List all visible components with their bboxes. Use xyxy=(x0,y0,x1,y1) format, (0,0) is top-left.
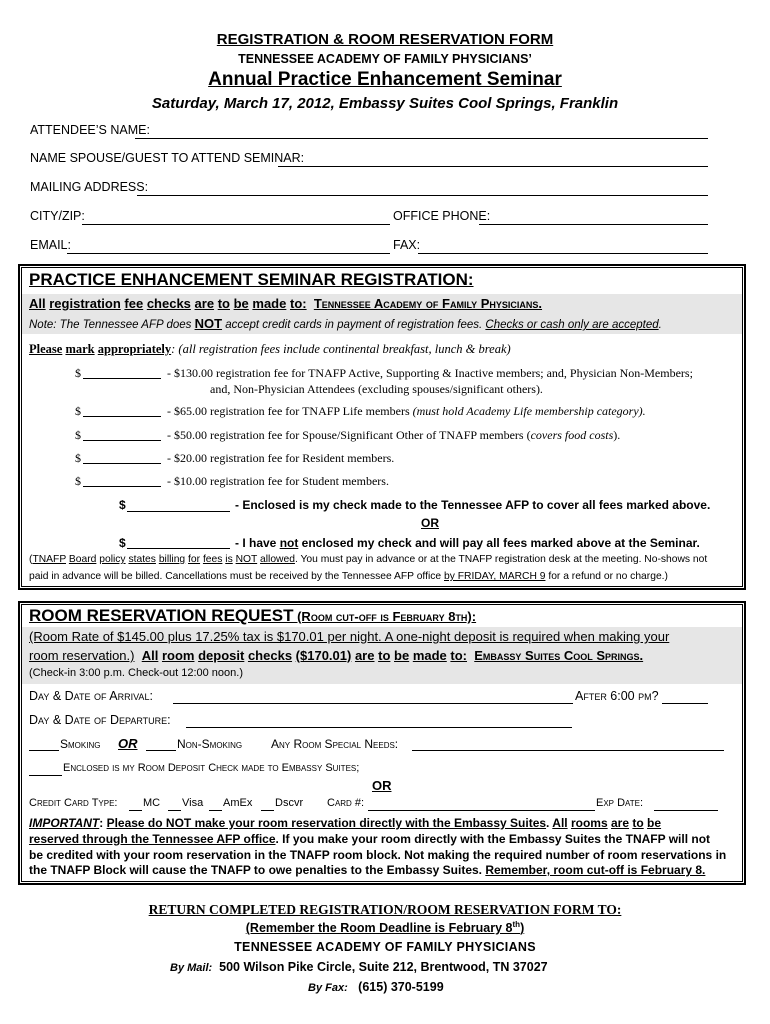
room-heading: ROOM RESERVATION REQUEST (Room cut-off is February 8th): xyxy=(29,606,477,625)
fee-active-amount[interactable] xyxy=(83,378,161,379)
office-phone-field[interactable] xyxy=(479,224,708,225)
important-notice: IMPORTANT: Please do NOT make your room reservation directly with the Embassy Suites. All rooms are to be xyxy=(29,816,662,830)
fee-row-resident: $ xyxy=(75,451,81,465)
non-smoking-checkbox[interactable] xyxy=(146,750,176,751)
office-phone-label: OFFICE PHONE: xyxy=(393,209,491,223)
card-number-field[interactable] xyxy=(368,810,595,811)
enclosed-check-amount[interactable] xyxy=(127,511,230,512)
fee-row-spouse: $ xyxy=(75,428,81,442)
fax-label: FAX: xyxy=(393,238,421,252)
or-separator: OR xyxy=(421,516,439,530)
pay-at-seminar-row: $ xyxy=(119,536,126,550)
attendee-name-label: ATTENDEE’S NAME: xyxy=(30,123,150,137)
mailing-address-field[interactable] xyxy=(137,195,708,196)
dscvr-checkbox[interactable] xyxy=(261,810,274,811)
departure-field[interactable] xyxy=(186,727,572,728)
amex-label: AmEx xyxy=(223,797,253,809)
spouse-guest-label: NAME SPOUSE/GUEST TO ATTEND SEMINAR: xyxy=(30,151,305,165)
spouse-guest-field[interactable] xyxy=(278,166,708,167)
amex-checkbox[interactable] xyxy=(209,810,222,811)
arrival-label: Day & Date of Arrival: xyxy=(29,689,153,703)
smoking-label: Smoking xyxy=(60,737,101,751)
card-type-label: Credit Card Type: xyxy=(29,797,118,809)
fee-resident-amount[interactable] xyxy=(83,463,161,464)
fee-life-amount[interactable] xyxy=(83,416,161,417)
credit-card-note: Note: The Tennessee AFP does NOT accept credit cards in payment of registration fees. Checks or cash only are accepted. xyxy=(29,316,662,331)
billing-policy: (TNAFP Board policy states billing for fees is NOT allowed. You must pay in advance or at the TNAFP registration desk at the meeting. No-shows not xyxy=(29,554,708,565)
fee-row-active: $ xyxy=(75,366,81,380)
visa-label: Visa xyxy=(182,797,204,809)
non-smoking-label: Non-Smoking xyxy=(177,737,243,751)
smoking-or: OR xyxy=(118,736,138,751)
city-zip-field[interactable] xyxy=(82,224,390,225)
fax-field[interactable] xyxy=(418,253,708,254)
footer-org: TENNESSEE ACADEMY OF FAMILY PHYSICIANS xyxy=(234,940,536,954)
payable-line: All registration fee checks are to be made to: Tennessee Academy of Family Physicians. xyxy=(29,296,543,311)
city-zip-label: CITY/ZIP: xyxy=(30,209,85,223)
smoking-checkbox[interactable] xyxy=(29,750,59,751)
after-six-label: After 6:00 pm? xyxy=(575,689,659,703)
return-instructions: RETURN COMPLETED REGISTRATION/ROOM RESERVATION FORM TO: xyxy=(148,902,622,917)
mc-checkbox[interactable] xyxy=(129,810,142,811)
fee-row-student: $ xyxy=(75,474,81,488)
deposit-line: room reservation.) All room deposit checks ($170.01) are to be made to: Embassy Suites Cool Springs. xyxy=(29,648,644,663)
exp-date-label: Exp Date: xyxy=(596,797,644,809)
after-six-field[interactable] xyxy=(662,703,708,704)
dscvr-label: Dscvr xyxy=(275,797,304,809)
mark-appropriately: Please mark appropriately: (all registration fees include continental breakfast, lunch & break) xyxy=(29,342,511,356)
special-needs-field[interactable] xyxy=(412,750,724,751)
mail-address: By Mail: 500 Wilson Pike Circle, Suite 212, Brentwood, TN 37027 xyxy=(170,960,548,974)
enclosed-check-row: $ xyxy=(119,498,126,512)
email-field[interactable] xyxy=(67,253,390,254)
email-label: EMAIL: xyxy=(30,238,71,252)
fee-row-life: $ xyxy=(75,404,81,418)
checkin-times: (Check-in 3:00 p.m. Check-out 12:00 noon.) xyxy=(29,667,244,679)
mc-label: MC xyxy=(143,797,161,809)
room-rate-line: (Room Rate of $145.00 plus 17.25% tax is $170.01 per night. A one-night deposit is required when making your xyxy=(29,629,670,644)
room-or-separator: OR xyxy=(372,778,392,793)
exp-date-field[interactable] xyxy=(654,810,718,811)
enclosed-deposit-checkbox[interactable] xyxy=(29,775,62,776)
enclosed-deposit-label: Enclosed is my Room Deposit Check made to Embassy Suites; xyxy=(63,762,360,774)
fee-student-amount[interactable] xyxy=(83,486,161,487)
registration-heading: PRACTICE ENHANCEMENT SEMINAR REGISTRATION: xyxy=(29,270,474,289)
arrival-field[interactable] xyxy=(173,703,573,704)
departure-label: Day & Date of Departure: xyxy=(29,713,171,727)
fax-number: By Fax: (615) 370-5199 xyxy=(308,980,444,994)
card-number-label: Card #: xyxy=(327,797,365,809)
date-location: Saturday, March 17, 2012, Embassy Suites Cool Springs, Franklin xyxy=(151,95,619,112)
fee-spouse-amount[interactable] xyxy=(83,440,161,441)
org-line: TENNESSEE ACADEMY OF FAMILY PHYSICIANS’ xyxy=(238,52,532,66)
mailing-address-label: MAILING ADDRESS: xyxy=(30,180,149,194)
seminar-title: Annual Practice Enhancement Seminar xyxy=(208,69,562,90)
form-title: REGISTRATION & ROOM RESERVATION FORM xyxy=(216,31,554,48)
attendee-name-field[interactable] xyxy=(135,138,708,139)
room-deadline: (Remember the Room Deadline is February 8th) xyxy=(245,920,525,936)
special-needs-label: Any Room Special Needs: xyxy=(271,737,399,751)
pay-at-seminar-amount[interactable] xyxy=(127,548,230,549)
visa-checkbox[interactable] xyxy=(168,810,181,811)
